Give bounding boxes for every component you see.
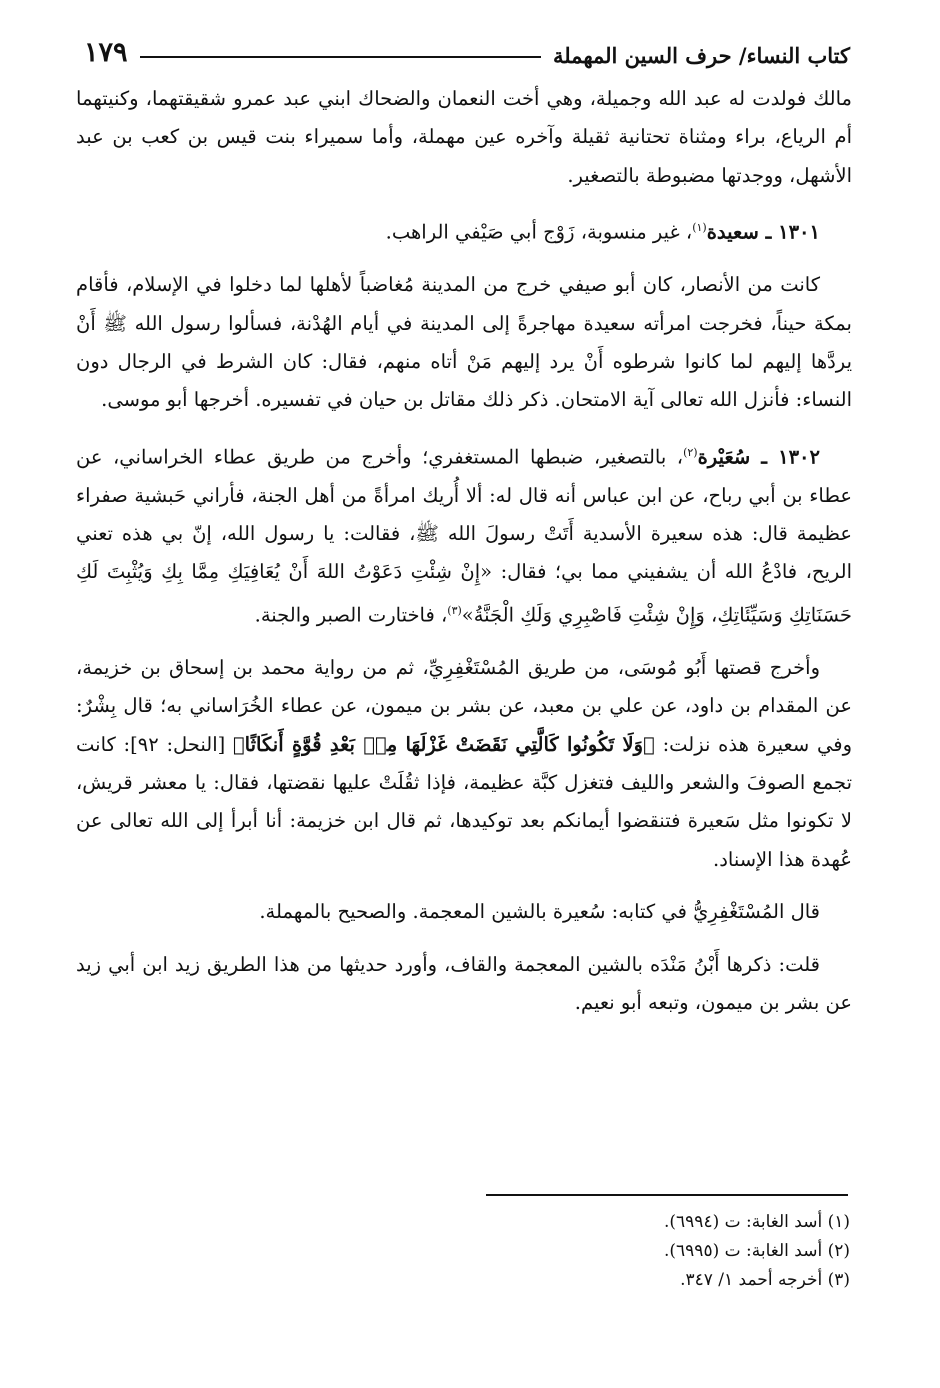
- footnotes: [480, 1208, 850, 1295]
- header-rule: [140, 56, 541, 58]
- entry-1302-heading: ١٣٠٢ ـ سُعَيْرة: [697, 445, 820, 469]
- paragraph-abu-musa: [76, 649, 852, 879]
- quran-verse: ﴿وَلَا تَكُونُوا كَالَّتِي نَقَضَتْ غَزْلَهَا مِنۢ بَعْدِ قُوَّةٍ أَنكَاثًا﴾: [232, 732, 655, 756]
- entry-1302-text: ، بالتصغير، ضبطها المستغفري؛ وأخرج من طريق عطاء الخراساني، عن عطاء بن أبي رباح، عن ابن عباس أنه قال له: ألا أُريك امرأةً من أهل الجنة، فأراني حَبشية صفراء عظيمة قال: هذه سعيرة الأسدية أَتَتْ رسولَ الله ﷺ، فقالت: يا رسول الله، إنّ بي هذه تعني الريح، فادْعُ الله أن يشفيني مما بي؛ فقال: «إِنْ شِئْتِ دَعَوْتُ اللهَ أَنْ يُعَافِيَكِ مِمَّا بِكِ وَيُثْبِتَ لَكِ حَسَنَاتِكِ وَسَيِّئَاتِكِ، وَإِنْ شِئْتِ فَاصْبِرِي وَلَكِ الْجَنَّةُ»: [76, 445, 852, 627]
- paragraph-abu-musa-text: وأخرج قصتها أَبُو مُوسَى، من طريق المُسْتَغْفِرِيِّ، ثم من رواية محمد بن إسحاق بن خزيمة، عن المقدام بن داود، عن علي بن معبد، عن بشر بن ميمون، عن عطاء الخُرَاساني به؛ قال بِشْرٌ: وفي سعيرة هذه نزلت:: [76, 655, 852, 756]
- paragraph-mustaghfiri: قال المُسْتَغْفِرِيُّ في كتابه: سُعيرة بالشين المعجمة. والصحيح بالمهملة.: [259, 900, 820, 924]
- main-text: [76, 80, 852, 1022]
- paragraph-saida-story: كانت من الأنصار، كان أبو صيفي خرج من المدينة مُغاضباً لأهلها لما دخلوا في الإسلام، فأقام بمكة حيناً، فخرجت امرأته سعيدة مهاجرةً إلى المدينة في أيام الهُدْنة، فسألوا رسول الله ﷺ أَنْ يردَّها إليهم لما كانوا شرطوه أَنْ يرد إليهم مَنْ أتاه منهم، فقال: كان الشرط في الرجال دون النساء: فأنزل الله تعالى آية الامتحان. ذكر ذلك مقاتل بن حيان في تفسيره. أخرجها أبو موسى.: [76, 273, 852, 412]
- entry-1301: [76, 209, 852, 252]
- entry-1302: [76, 434, 852, 635]
- entry-1301-heading: ١٣٠١ ـ سعيدة: [706, 220, 820, 244]
- page-header: [84, 24, 850, 68]
- paragraph-abu-musa-text-end: [النحل: ٩٢]: كانت تجمع الصوفَ والشعر والليف فتغزل كبَّة عظيمة، فإذا ثقُلَتْ عليها نقضتها، فقال: يا معشر قريش، لا تكونوا مثل سَعيرة فتنقضوا أيمانكم بعد توكيدها، ثم قال ابن خزيمة: أنا أبرأ إلى الله تعالى عن عُهدة هذا الإسناد.: [76, 732, 852, 871]
- entry-1302-text-end: ، فاختارت الصبر والجنة.: [254, 603, 448, 627]
- paragraph-author-note: قلت: ذكرها أَبْنُ مَنْدَه بالشين المعجمة والقاف، وأورد حديثها من هذا الطريق زيد ابن أبي زيد عن بشر بن ميمون، وتبعه أبو نعيم.: [76, 952, 852, 1015]
- page-number: ١٧٩: [84, 37, 128, 68]
- footnote-ref-1: (١): [692, 221, 707, 235]
- footnote-1: (١) أسد الغابة: ت (٦٩٩٤).: [664, 1212, 850, 1232]
- footnote-ref-2: (٢): [683, 445, 698, 459]
- paragraph-continuation: مالك فولدت له عبد الله وجميلة، وهي أخت النعمان والضحاك ابني عبد عمرو شقيقتهما، وكنيتهما أم الرياع، براء ومثناة تحتانية ثقيلة وآخره عين مهملة، وأما سميراء بنت قيس بن كعب بن عبد الأشهل، ووجدتها مضبوطة بالتصغير.: [76, 87, 852, 187]
- footnote-3: (٣) أخرجه أحمد ١/ ٣٤٧.: [680, 1270, 850, 1290]
- entry-1301-text: ، غير منسوبة، زَوْج أبي صَيْفي الراهب.: [385, 220, 693, 244]
- footnote-rule: [486, 1194, 848, 1196]
- running-head: كتاب النساء/ حرف السين المهملة: [552, 43, 850, 68]
- footnote-2: (٢) أسد الغابة: ت (٦٩٩٥).: [664, 1241, 850, 1261]
- footnote-ref-3: (٣): [447, 603, 462, 617]
